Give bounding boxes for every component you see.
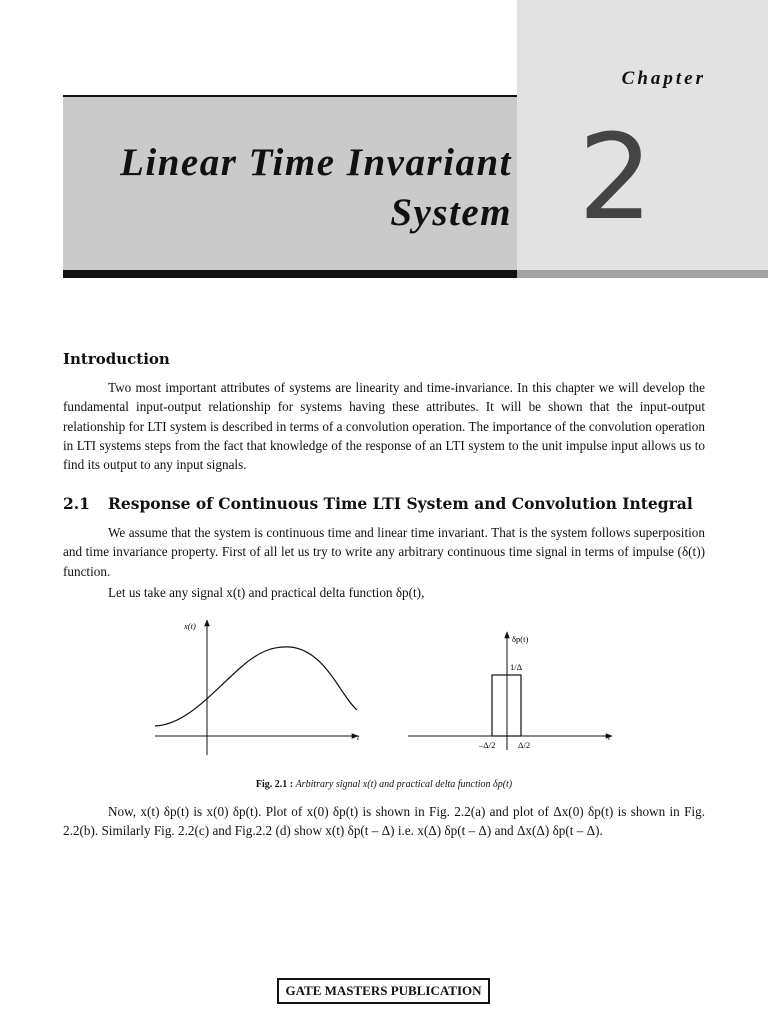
publisher-footer: GATE MASTERS PUBLICATION (277, 978, 490, 1004)
right-y-label: δp(t) (512, 634, 529, 644)
section-paragraph-3-text: Now, x(t) δp(t) is x(0) δp(t). Plot of x(0) δp(t) is shown in Fig. 2.2(a) and plot of Δx(0) δp(t) is shown in Fig. 2.2(b). Similarly Fig. 2.2(c) and Fig.2.2 (d) show x(t) δp(t – Δ) i.e. x(Δ) δp(t – Δ) and Δx(Δ) δp(t – Δ). (63, 804, 705, 839)
left-x-label: t (357, 732, 360, 742)
tick-pos-label: Δ/2 (518, 740, 531, 750)
intro-paragraph-text: Two most important attributes of systems are linearity and time-invariance. In this chapter we will develop the fundamental input-output relationship for systems having these attributes. It will be shown that the input-output relationship for LTI system is described in terms of a convolution operation. The importance of the convolution operation in LTI systems steps from the fact that knowledge of the response of an LTI system to the unit impulse input allows us to find its output to any input signals. (63, 380, 705, 473)
section-title: Response of Continuous Time LTI System and Convolution Integral (108, 494, 693, 513)
section-paragraph-3 (63, 802, 705, 841)
section-paragraph-2-text: Let us take any signal x(t) and practical delta function δp(t), (108, 585, 425, 600)
height-label: 1/Δ (510, 662, 523, 672)
intro-heading: Introduction (63, 350, 170, 368)
intro-paragraph (63, 378, 705, 474)
left-y-label: x(t) (184, 621, 196, 631)
figure-caption-label: Fig. 2.1 : (255, 779, 294, 790)
right-x-label: t (608, 732, 611, 742)
chapter-number: 2 (578, 108, 654, 246)
chapter-title-line1: Linear Time Invariant (120, 141, 512, 184)
figure-caption (0, 779, 768, 790)
figure-caption-text: Arbitrary signal x(t) and practical delta function δp(t) (295, 779, 513, 790)
chapter-title (120, 138, 512, 238)
signal-curve (155, 647, 357, 726)
section-paragraph-2 (63, 583, 705, 602)
section-number: 2.1 (63, 494, 90, 513)
figure-2-1 (150, 615, 620, 755)
section-paragraph-1-text: We assume that the system is continuous time and linear time invariant. That is the system follows superposition and time invariance property. First of all let us try to write any arbitrary continuous time signal in terms of impulse (δ(t)) function. (63, 525, 705, 579)
chapter-label: Chapter (621, 68, 706, 89)
header-rule-dark (63, 270, 517, 278)
header-rule-gray (517, 270, 768, 278)
section-heading (63, 494, 713, 513)
tick-neg-label: –Δ/2 (479, 740, 496, 750)
section-paragraph-1 (63, 523, 705, 581)
chapter-title-line2: System (390, 191, 512, 234)
